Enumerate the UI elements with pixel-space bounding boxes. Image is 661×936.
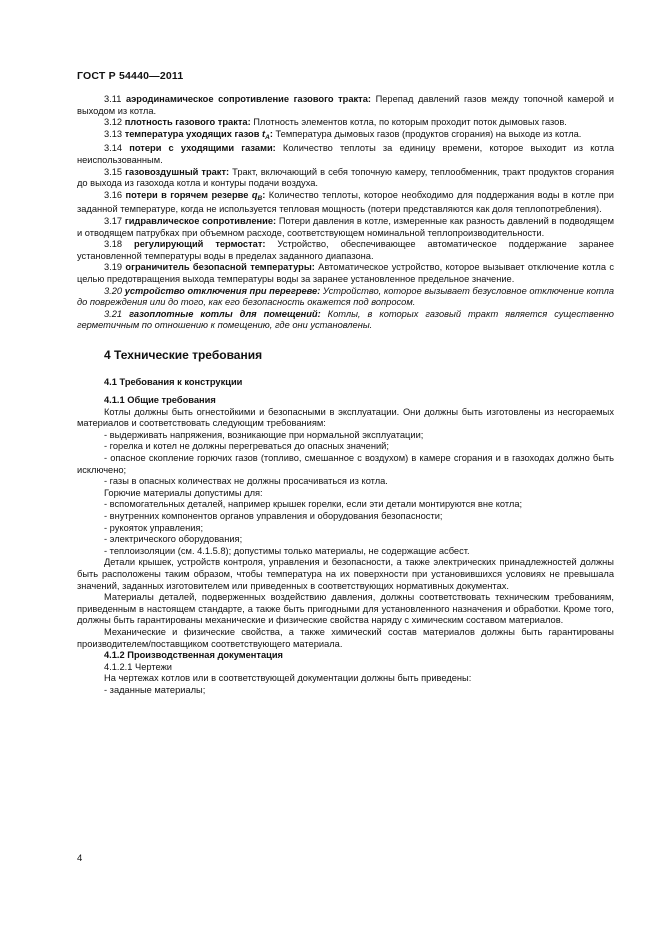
paragraph: Котлы должны быть огнестойкими и безопасными в эксплуатации. Они должны быть изготовлены из несгораемых материалов и соответствовать следующим требованиям: [77, 406, 614, 429]
section-title: 4 Технические требования [104, 347, 263, 362]
definition-item [77, 239, 614, 262]
list-item: - газы в опасных количествах не должны просачиваться из котла. [104, 476, 388, 487]
list-item: - теплоизоляции (см. 4.1.5.8); допустимы только материалы, не содержащие асбест. [104, 545, 470, 556]
definition-text: Тракт, включающий в себя топочную камеру, теплообменник, тракт продуктов сгорания до выхода из газохода котла и контуры подачи воздуха. [77, 166, 614, 189]
materials-list [77, 499, 614, 557]
definition-item [77, 286, 614, 309]
definition-term: устройство отключения при перегреве: [124, 285, 321, 296]
paragraph: Детали крышек, устройств контроля, управления и безопасности, а также электрических принадлежностей должны быть расположены таким образом, чтобы температура на их поверхности при установившихся условиях не превышала значений, заданных изготовителем или приведенных в соответствующих нормативных документах. [77, 557, 614, 591]
paragraph: Механические и физические свойства, а также химический состав материалов должны быть гарантированы производителем/поставщиком соответствующего материала. [77, 626, 614, 649]
subsection-4-1-2-title: 4.1.2 Производственная документация [104, 650, 283, 661]
list-item: - горелка и котел не должны перегреваться до опасных значений; [104, 441, 389, 452]
definitions-list [77, 94, 614, 332]
definition-number: 3.11 [104, 94, 126, 104]
definition-text: Автоматическое устройство, которое вызывает отключение котла с целью предотвращения выхода температуры воды за заранее установленное предельное значение. [77, 262, 614, 284]
paragraph: На чертежах котлов или в соответствующей документации должны быть приведены: [104, 673, 472, 684]
definition-number: 3.21 [104, 308, 130, 319]
definition-item [77, 129, 614, 144]
page-number: 4 [77, 853, 83, 864]
list-item: - электрического оборудования; [104, 534, 243, 545]
definition-term: газовоздушный тракт: [125, 166, 230, 177]
definition-text: Устройство, которое вызывает безусловное отключение котла до повреждения или до того, как его безопасность окажется под вопросом. [77, 285, 615, 308]
definition-item [77, 216, 614, 239]
requirements-list [77, 430, 614, 488]
list-item: - внутренних компонентов органов управления и оборудования безопасности; [104, 511, 443, 521]
definition-symbol: $q_B$ [251, 189, 263, 202]
definition-number: 3.14 [104, 143, 130, 154]
definition-item [77, 167, 614, 190]
definition-text: Устройство, обеспечивающее автоматическое поддержание заранее установленной температуры воды в пределах заданного диапазона. [77, 239, 614, 261]
drawing-items-list [77, 685, 614, 697]
list-item: - вспомогательных деталей, например крышек горелки, если эти детали монтируются вне котла; [104, 499, 523, 510]
list-item: - опасное скопление горючих газов (топливо, смешанное с воздухом) в камере сгорания и в газоходах должно быть исключено; [77, 453, 614, 475]
definition-number: 3.16 [104, 189, 126, 200]
definition-number: 3.19 [104, 262, 126, 273]
definition-text: Температура дымовых газов (продуктов сгорания) на выходе из котла. [272, 128, 582, 139]
definition-number: 3.12 [104, 117, 125, 128]
definition-text: Количество теплоты, которое необходимо для поддержания воды в котле при заданной температуре, когда не используется тепловая мощность (потери представляются как доля теплопотребления). [77, 189, 614, 215]
definition-symbol: $t_A$ [262, 128, 270, 141]
definition-term: ограничитель безопасной температуры: [125, 262, 315, 273]
definition-text: Количество теплоты за единицу времени, которое выходит из котла неиспользованным. [77, 143, 614, 165]
definition-term: потери в горячем резерве [125, 189, 252, 200]
list-item: - заданные материалы; [104, 684, 206, 695]
definition-number: 3.18 [104, 239, 135, 250]
definition-term: гидравлическое сопротивление: [124, 215, 277, 226]
page-header: ГОСТ Р 54440—2011 [77, 70, 184, 82]
subsection-4-1-1-title: 4.1.1 Общие требования [104, 395, 216, 406]
definition-symbol-subscript: B [257, 194, 263, 202]
definition-number: 3.15 [104, 166, 126, 177]
definition-symbol-subscript: A [265, 133, 270, 141]
definition-number: 3.20 [104, 285, 125, 296]
list-item: - выдерживать напряжения, возникающие при нормальной эксплуатации; [104, 429, 424, 440]
definition-term: аэродинамическое сопротивление газового тракта: [126, 94, 371, 104]
definition-term: газоплотные котлы для помещений: [129, 308, 321, 319]
definition-item [77, 309, 614, 332]
definition-term: потери с уходящими газами: [129, 143, 276, 154]
definition-text: Потери давления в котле, измеренные как разность давлений в подводящем и отводящем патрубках при объемном расходе, соответствующем номинальной теплопроизводительности. [77, 215, 614, 238]
definition-number: 3.13 [104, 128, 125, 139]
subsection-4-1-2-1-title: 4.1.2.1 Чертежи [104, 661, 172, 672]
definition-text: Плотность элементов котла, по которым проходит поток дымовых газов. [250, 117, 567, 128]
definition-text: Котлы, в которых газовый тракт является существенно герметичным по отношению к помещению, где они установлены. [77, 308, 614, 331]
definition-item [77, 190, 614, 216]
subsection-4-1-title: 4.1 Требования к конструкции [104, 377, 243, 388]
definition-term-colon: : [262, 189, 266, 200]
definition-text: Перепад давлений газов между топочной камерой и выходом из котла. [77, 94, 614, 116]
list-item: - рукояток управления; [104, 522, 204, 533]
definition-term: регулирующий термостат: [134, 239, 266, 250]
definition-item [77, 262, 614, 285]
definition-item [77, 117, 614, 129]
definition-term: плотность газового тракта: [124, 117, 251, 128]
paragraph: Материалы деталей, подверженных воздействию давления, должны соответствовать техническим требованиям, приведенным в настоящем стандарте, а также быть пригодными для установленного назначения и обработки. Кроме того, должны быть гарантированы механические и физические свойства наряду с химическим составом материалов. [77, 592, 614, 626]
paragraph: Горючие материалы допустимы для: [104, 487, 263, 498]
definition-item [77, 143, 614, 166]
definition-number: 3.17 [104, 215, 125, 226]
definition-term-colon: : [269, 128, 273, 139]
definition-term: температура уходящих газов [124, 128, 263, 139]
page-content [77, 94, 614, 697]
definition-item [77, 94, 614, 117]
